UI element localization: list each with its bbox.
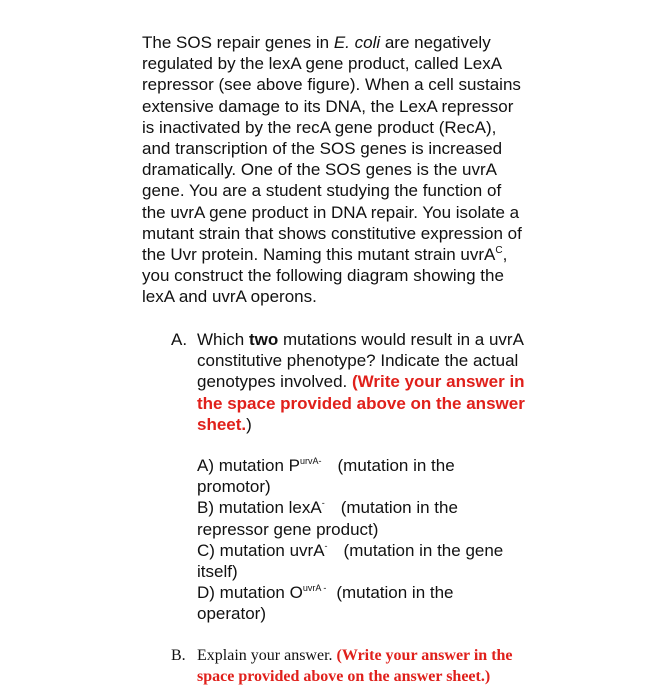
option-c: C) mutation uvrA- (mutation in the gene xyxy=(197,540,504,560)
species-name: E. coli xyxy=(333,33,381,52)
intro-line-3: repressor (see above figure). When a cell sustains xyxy=(142,75,521,95)
intro-line-4: extensive damage to its DNA, the LexA repressor xyxy=(142,96,514,116)
question-a-text: Which two mutations would result in a uvrA constitutive phenotype? Indicate the actual genotypes involved. (Write your answer in the space provided above on the answer sheet.) xyxy=(197,330,525,434)
intro-line-5: is inactivated by the recA gene product (RecA), xyxy=(142,117,497,137)
intro-line-10: mutant strain that shows constitutive expression of xyxy=(142,223,522,243)
intro-line-13: lexA and uvrA operons. xyxy=(142,287,317,307)
superscript-c: C xyxy=(495,245,503,257)
answer-options: A) mutation $P^{urvA-}$ (mutation in the promotor) B) mutation lexA- (mutation in the repressor gene product) C) mutation uvrA- (mutation in the gene itself) D) mutation $O^{uvrA -}$ (mutation in the operator) xyxy=(197,455,597,625)
option-b: B) mutation lexA- (mutation in the xyxy=(197,498,458,518)
intro-line-9: the uvrA gene product in DNA repair. You isolate a xyxy=(142,202,520,222)
emphasis-two: two xyxy=(248,330,279,349)
intro-line-6: and transcription of the SOS genes is increased xyxy=(142,139,503,159)
intro-line-8: gene. You are a student studying the function of xyxy=(142,181,502,201)
intro-line-2: regulated by the lexA gene product, called LexA xyxy=(142,54,503,74)
intro-line-12: you construct the following diagram showing the xyxy=(142,266,504,286)
question-b-letter: B. xyxy=(171,647,186,664)
intro-line-7: dramatically. One of the SOS genes is the uvrA xyxy=(142,160,497,180)
option-d: D) mutation $O^{uvrA -}$ (mutation in the xyxy=(197,583,454,603)
intro-paragraph xyxy=(142,32,572,308)
answer-instruction: (Write your answer in xyxy=(352,372,525,392)
question-a-letter: A. xyxy=(171,330,188,349)
question-b-text: Explain your answer. (Write your answer in the space provided above on the answer sheet.) xyxy=(197,647,513,685)
intro-line-1: The SOS repair genes in E. coli are negatively xyxy=(142,33,491,52)
option-a: A) mutation $P^{urvA-}$ (mutation in the xyxy=(197,456,455,475)
intro-line-11: the Uvr protein. Naming this mutant strain uvrA$^C$, xyxy=(142,245,508,265)
